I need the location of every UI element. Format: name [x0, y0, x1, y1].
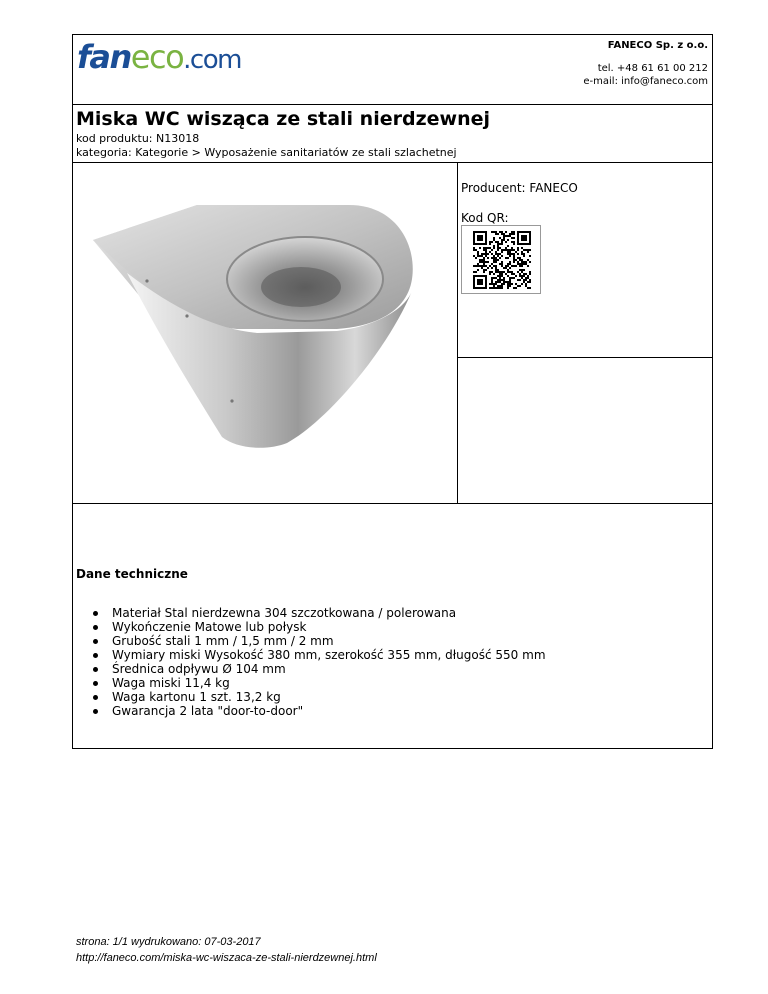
spec-item: Gwarancja 2 lata "door-to-door" — [90, 704, 709, 718]
qr-code — [461, 225, 541, 294]
document-footer — [76, 934, 377, 966]
specs-list — [76, 606, 709, 718]
logo-com: .com — [183, 45, 241, 75]
specs-section — [73, 504, 712, 748]
info-divider — [457, 357, 713, 358]
spec-item: Waga kartonu 1 szt. 13,2 kg — [90, 690, 709, 704]
logo-eco: eco — [130, 38, 184, 76]
spec-item: Średnica odpływu Ø 104 mm — [90, 662, 709, 676]
product-category: kategoria: Kategorie > Wyposażenie sanitariatów ze stali szlachetnej — [76, 146, 457, 159]
logo-fan: fan — [77, 38, 131, 76]
spec-item: Wymiary miski Wysokość 380 mm, szerokość 355 mm, długość 550 mm — [90, 648, 709, 662]
company-info — [583, 39, 708, 88]
company-email: e-mail: info@faneco.com — [583, 76, 708, 87]
company-name: FANECO Sp. z o.o. — [607, 40, 708, 51]
document-header — [73, 35, 712, 105]
product-image — [87, 201, 427, 461]
print-info: strona: 1/1 wydrukowano: 07-03-2017 — [76, 936, 261, 948]
specs-heading: Dane techniczne — [76, 567, 188, 581]
spec-item: Grubość stali 1 mm / 1,5 mm / 2 mm — [90, 634, 709, 648]
qr-code-icon — [470, 230, 534, 290]
qr-label: Kod QR: — [461, 211, 509, 225]
company-phone: tel. +48 61 61 00 212 — [597, 63, 708, 74]
document-sheet — [72, 34, 713, 749]
producer-label: Producent: FANECO — [461, 181, 578, 195]
title-section — [73, 105, 712, 163]
page-url[interactable]: http://faneco.com/miska-wc-wiszaca-ze-stali-nierdzewnej.html — [76, 952, 377, 964]
product-title: Miska WC wisząca ze stali nierdzewnej — [76, 108, 491, 130]
toilet-bowl-illustration — [87, 201, 427, 461]
spec-item: Wykończenie Matowe lub połysk — [90, 620, 709, 634]
spec-item: Materiał Stal nierdzewna 304 szczotkowana / polerowana — [90, 606, 709, 620]
spec-item: Waga miski 11,4 kg — [90, 676, 709, 690]
product-code: kod produktu: N13018 — [76, 132, 200, 145]
faneco-logo — [77, 37, 241, 80]
column-divider — [457, 163, 458, 503]
product-section — [73, 163, 712, 504]
